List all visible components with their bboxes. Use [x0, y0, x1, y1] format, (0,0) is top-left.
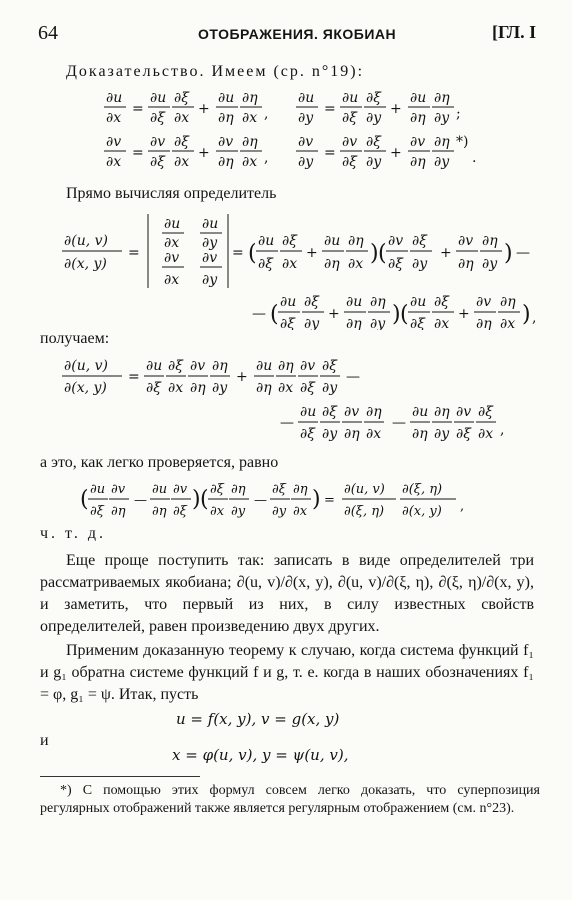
svg-text:∂(x, y): ∂(x, y)	[64, 256, 107, 272]
svg-text:∂v: ∂v	[190, 358, 206, 374]
svg-text:(: (	[200, 487, 209, 512]
svg-text:∂η: ∂η	[293, 482, 308, 497]
svg-text:∂y: ∂y	[231, 504, 246, 519]
svg-text:.: .	[472, 150, 477, 166]
svg-text:∂x: ∂x	[174, 110, 190, 126]
svg-text:∂u: ∂u	[164, 216, 181, 232]
svg-text:∂η: ∂η	[256, 380, 272, 396]
svg-text:∂x: ∂x	[168, 380, 184, 396]
svg-text:∂ξ: ∂ξ	[173, 504, 187, 519]
svg-text:∂y: ∂y	[304, 316, 320, 330]
svg-text:∂ξ: ∂ξ	[342, 154, 357, 170]
svg-text:∂(u, v): ∂(u, v)	[64, 358, 108, 374]
svg-text:∂v: ∂v	[458, 233, 474, 249]
svg-text:(: (	[400, 302, 409, 327]
svg-text:—: —	[392, 415, 406, 431]
svg-text:∂v: ∂v	[164, 250, 180, 266]
svg-text:∂x: ∂x	[282, 256, 298, 272]
svg-text:+: +	[198, 145, 210, 161]
svg-text:∂η: ∂η	[190, 380, 206, 396]
svg-text:∂x: ∂x	[348, 256, 364, 272]
svg-text:∂ξ: ∂ξ	[322, 358, 337, 374]
svg-text:∂u: ∂u	[152, 482, 168, 497]
svg-text:∂x: ∂x	[174, 154, 190, 170]
product-equation	[80, 478, 500, 524]
svg-text:∂v: ∂v	[202, 250, 218, 266]
footnote-rule	[40, 776, 200, 777]
svg-text:,: ,	[500, 422, 505, 438]
svg-text:=: =	[324, 145, 336, 161]
obtain-text: получаем:	[40, 330, 110, 347]
svg-text:∂ξ: ∂ξ	[280, 316, 295, 330]
svg-text:∂ξ: ∂ξ	[150, 154, 165, 170]
svg-text:∂x: ∂x	[106, 154, 122, 170]
svg-text:∂v: ∂v	[344, 404, 360, 420]
svg-text:∂y: ∂y	[366, 110, 382, 126]
svg-text:∂η: ∂η	[476, 316, 492, 330]
svg-text:∂ξ: ∂ξ	[366, 134, 381, 150]
proof-intro: Доказательство. Имеем (ср. n°19):	[66, 63, 365, 80]
svg-text:∂ξ: ∂ξ	[412, 233, 427, 249]
svg-text:—: —	[254, 493, 267, 508]
svg-text:(: (	[270, 302, 279, 327]
svg-text:): )	[370, 241, 379, 266]
svg-text:+: +	[236, 369, 248, 385]
svg-text:(: (	[80, 487, 89, 512]
svg-text:∂u: ∂u	[150, 90, 167, 106]
svg-text:∂(u, v): ∂(u, v)	[344, 482, 385, 497]
svg-text:∂u: ∂u	[256, 358, 273, 374]
eq-xy: x = φ(u, v), y = ψ(u, v),	[172, 746, 349, 764]
svg-text:∂η: ∂η	[412, 426, 428, 442]
svg-text:∂ξ: ∂ξ	[272, 482, 286, 497]
svg-text:∂x: ∂x	[478, 426, 494, 442]
svg-text:+: +	[458, 306, 470, 322]
svg-text:=: =	[128, 369, 140, 385]
svg-text:—: —	[346, 369, 360, 385]
svg-text:∂v: ∂v	[218, 134, 234, 150]
svg-text:∂y: ∂y	[202, 235, 218, 251]
svg-text:∂ξ: ∂ξ	[410, 316, 425, 330]
svg-text:∂x: ∂x	[106, 110, 122, 126]
svg-text:,: ,	[532, 310, 537, 326]
qed-text: ч. т. д.	[40, 525, 106, 542]
svg-text:=: =	[324, 493, 335, 508]
svg-text:∂u: ∂u	[106, 90, 123, 106]
svg-text:∂v: ∂v	[298, 134, 314, 150]
svg-text:∂x: ∂x	[164, 235, 180, 251]
svg-text:—: —	[516, 245, 530, 261]
svg-text:): )	[504, 241, 513, 266]
svg-text:∂η: ∂η	[231, 482, 246, 497]
svg-text:∂η: ∂η	[434, 134, 450, 150]
svg-text:∂y: ∂y	[434, 426, 450, 442]
svg-text:∂v: ∂v	[173, 482, 188, 497]
svg-text:;: ;	[456, 106, 461, 122]
check-text: а это, как легко проверяется, равно	[40, 454, 279, 471]
svg-text:∂η: ∂η	[370, 294, 386, 310]
svg-text:∂η: ∂η	[212, 358, 228, 374]
apply-paragraph: Применим доказанную теорему к случаю, когда система функций f₁ и g₁ обратна системе функций f и g, т. е. когда в наших обозначениях f₁ = φ, g₁ = ψ. Итак, пусть	[40, 642, 534, 703]
svg-text:∂(x, y): ∂(x, y)	[64, 380, 107, 396]
svg-text:—: —	[252, 306, 266, 322]
svg-text:∂η: ∂η	[218, 110, 234, 126]
svg-text:∂v: ∂v	[150, 134, 166, 150]
svg-text:∂v: ∂v	[456, 404, 472, 420]
svg-text:∂v: ∂v	[106, 134, 122, 150]
svg-text:=: =	[324, 101, 336, 117]
svg-text:∂ξ: ∂ξ	[90, 504, 104, 519]
svg-text:∂v: ∂v	[476, 294, 492, 310]
svg-text:∂η: ∂η	[242, 134, 258, 150]
svg-text:∂y: ∂y	[412, 256, 428, 272]
svg-text:∂x: ∂x	[434, 316, 450, 330]
svg-text:∂y: ∂y	[434, 110, 450, 126]
svg-text:∂u: ∂u	[410, 294, 427, 310]
svg-text:∂ξ: ∂ξ	[282, 233, 297, 249]
svg-text:∂u: ∂u	[202, 216, 219, 232]
svg-text:∂ξ: ∂ξ	[174, 90, 189, 106]
svg-text:∂u: ∂u	[342, 90, 359, 106]
svg-text:∂u: ∂u	[410, 90, 427, 106]
svg-text:∂v: ∂v	[410, 134, 426, 150]
svg-text:+: +	[306, 245, 318, 261]
svg-text:): )	[522, 302, 531, 327]
svg-text:∂ξ: ∂ξ	[342, 110, 357, 126]
svg-text:): )	[312, 487, 321, 512]
svg-text:∂(ξ, η): ∂(ξ, η)	[402, 482, 443, 497]
eq-uv: u = f(x, y), v = g(x, y)	[176, 710, 340, 728]
svg-text:,: ,	[264, 106, 269, 122]
svg-text:∂x: ∂x	[210, 504, 225, 519]
svg-text:—: —	[280, 415, 294, 431]
svg-text:,: ,	[460, 499, 465, 514]
svg-text:∂ξ: ∂ξ	[210, 482, 224, 497]
svg-text:∂x: ∂x	[366, 426, 382, 442]
svg-text:∂(ξ, η): ∂(ξ, η)	[344, 504, 385, 519]
svg-text:∂ξ: ∂ξ	[304, 294, 319, 310]
svg-text:∂ξ: ∂ξ	[322, 404, 337, 420]
svg-text:∂ξ: ∂ξ	[456, 426, 471, 442]
and-word: и	[40, 732, 49, 749]
svg-text:∂v: ∂v	[342, 134, 358, 150]
svg-text:∂η: ∂η	[348, 233, 364, 249]
svg-text:=: =	[132, 101, 144, 117]
chain-rule-equations	[60, 88, 540, 178]
svg-text:∂u: ∂u	[324, 233, 341, 249]
svg-text:+: +	[390, 101, 402, 117]
footnote: *) С помощью этих формул совсем легко доказать, что суперпозиция регулярных отображений также является регулярным отображением (см. n°23).	[40, 783, 540, 816]
page-number: 64	[38, 22, 58, 44]
svg-text:∂u: ∂u	[258, 233, 275, 249]
svg-text:∂y: ∂y	[202, 272, 218, 288]
svg-text:∂u: ∂u	[346, 294, 363, 310]
svg-text:∂η: ∂η	[410, 110, 426, 126]
svg-text:—: —	[134, 493, 147, 508]
svg-text:∂η: ∂η	[346, 316, 362, 330]
svg-text:∂η: ∂η	[434, 404, 450, 420]
svg-text:∂v: ∂v	[300, 358, 316, 374]
svg-text:): )	[192, 487, 201, 512]
svg-text:∂y: ∂y	[298, 110, 314, 126]
compute-text: Прямо вычисляя определитель	[66, 185, 277, 202]
svg-text:∂ξ: ∂ξ	[434, 294, 449, 310]
svg-text:=: =	[132, 145, 144, 161]
svg-text:+: +	[440, 245, 452, 261]
svg-text:∂η: ∂η	[278, 358, 294, 374]
svg-text:∂ξ: ∂ξ	[146, 380, 161, 396]
svg-text:∂u: ∂u	[218, 90, 235, 106]
svg-text:∂y: ∂y	[370, 316, 386, 330]
svg-text:∂η: ∂η	[242, 90, 258, 106]
svg-text:∂y: ∂y	[322, 426, 338, 442]
svg-text:∂y: ∂y	[212, 380, 228, 396]
svg-text:∂η: ∂η	[152, 504, 167, 519]
svg-text:(: (	[378, 241, 387, 266]
svg-text:∂η: ∂η	[111, 504, 126, 519]
svg-text:∂ξ: ∂ξ	[388, 256, 403, 272]
svg-text:∂ξ: ∂ξ	[300, 426, 315, 442]
svg-text:∂x: ∂x	[242, 110, 258, 126]
svg-text:∂η: ∂η	[434, 90, 450, 106]
svg-text:∂η: ∂η	[324, 256, 340, 272]
svg-text:): )	[392, 302, 401, 327]
svg-text:∂η: ∂η	[482, 233, 498, 249]
svg-text:∂η: ∂η	[500, 294, 516, 310]
svg-text:∂x: ∂x	[500, 316, 516, 330]
svg-text:∂η: ∂η	[344, 426, 360, 442]
svg-text:∂ξ: ∂ξ	[258, 256, 273, 272]
svg-text:∂y: ∂y	[322, 380, 338, 396]
svg-text:+: +	[390, 145, 402, 161]
svg-text:∂ξ: ∂ξ	[168, 358, 183, 374]
svg-text:∂y: ∂y	[366, 154, 382, 170]
svg-text:∂y: ∂y	[482, 256, 498, 272]
svg-text:∂ξ: ∂ξ	[478, 404, 493, 420]
svg-text:∂ξ: ∂ξ	[150, 110, 165, 126]
svg-text:∂ξ: ∂ξ	[300, 380, 315, 396]
svg-text:∂x: ∂x	[164, 272, 180, 288]
svg-text:∂u: ∂u	[90, 482, 106, 497]
svg-text:∂ξ: ∂ξ	[366, 90, 381, 106]
svg-text:∂η: ∂η	[458, 256, 474, 272]
svg-text:∂y: ∂y	[298, 154, 314, 170]
svg-text:∂η: ∂η	[410, 154, 426, 170]
svg-text:∂v: ∂v	[388, 233, 404, 249]
svg-text:*): *)	[456, 134, 469, 150]
expanded-result	[60, 354, 550, 444]
svg-text:∂v: ∂v	[111, 482, 126, 497]
svg-text:∂u: ∂u	[300, 404, 317, 420]
svg-text:∂u: ∂u	[298, 90, 315, 106]
svg-text:∂x: ∂x	[242, 154, 258, 170]
svg-text:,: ,	[264, 150, 269, 166]
svg-text:∂x: ∂x	[278, 380, 294, 396]
chapter-label: [ГЛ. I	[492, 22, 537, 42]
determinant-equation	[60, 210, 550, 330]
simpler-paragraph: Еще проще поступить так: записать в виде определителей три рассматриваемых якобиана; ∂(u, v)/∂(x, y), ∂(u, v)/∂(ξ, η), ∂(ξ, η)/∂(x, y), и заметить, что первый из них, в силу известных свойств определителей, равен произведению двух других.	[40, 552, 534, 635]
svg-text:∂(x, y): ∂(x, y)	[402, 504, 442, 519]
svg-text:+: +	[198, 101, 210, 117]
svg-text:∂y: ∂y	[272, 504, 287, 519]
svg-text:∂u: ∂u	[412, 404, 429, 420]
svg-text:∂u: ∂u	[146, 358, 163, 374]
svg-text:∂(u, v): ∂(u, v)	[64, 233, 108, 249]
svg-text:∂η: ∂η	[366, 404, 382, 420]
svg-text:(: (	[248, 241, 257, 266]
svg-text:∂y: ∂y	[434, 154, 450, 170]
svg-text:∂x: ∂x	[293, 504, 308, 519]
svg-text:=: =	[232, 245, 244, 261]
running-title: ОТОБРАЖЕНИЯ. ЯКОБИАН	[198, 26, 397, 42]
svg-text:∂ξ: ∂ξ	[174, 134, 189, 150]
svg-text:∂η: ∂η	[218, 154, 234, 170]
svg-text:+: +	[328, 306, 340, 322]
svg-text:=: =	[128, 245, 140, 261]
svg-text:∂u: ∂u	[280, 294, 297, 310]
